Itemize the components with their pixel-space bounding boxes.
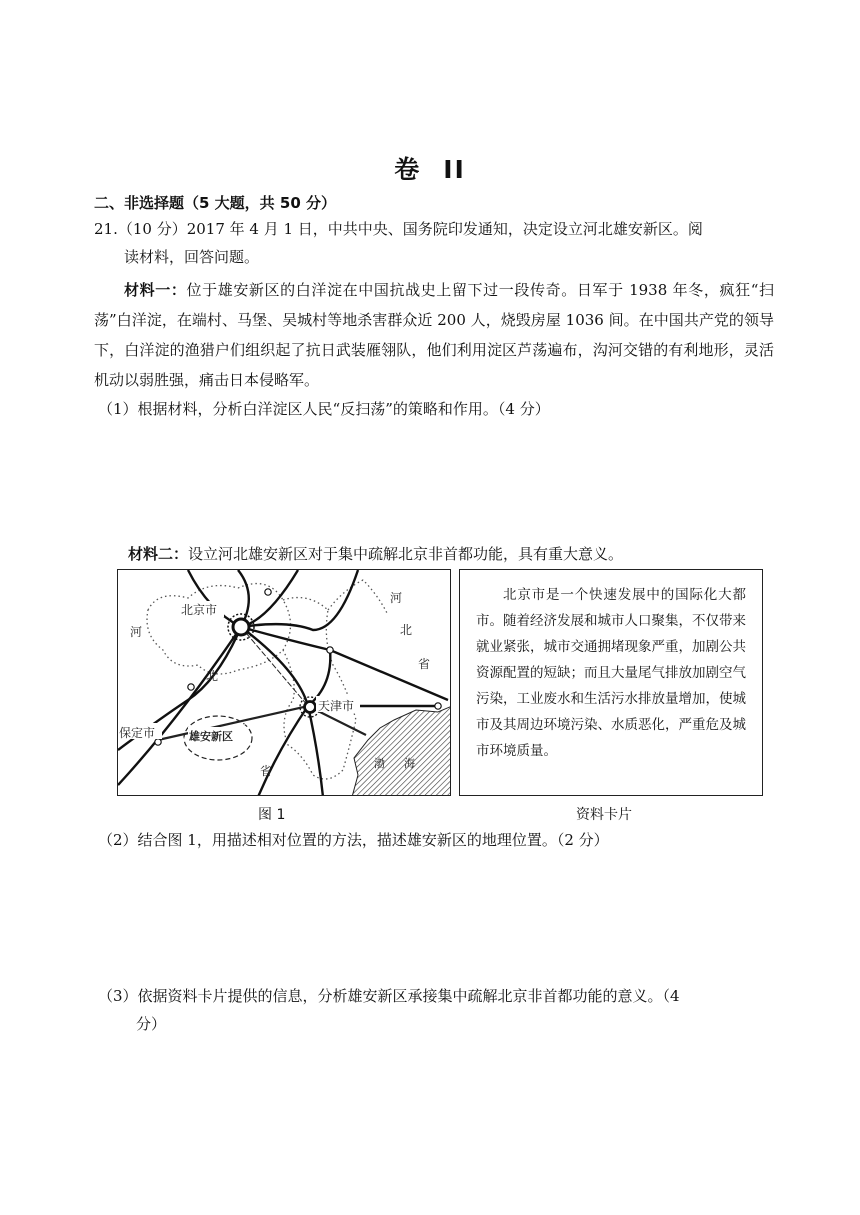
label-xiongan: 雄安新区 (189, 730, 233, 743)
hebei-right-boundary (328, 580, 388, 615)
label-beijing: 北京市 (181, 603, 218, 617)
figure-1-map (117, 569, 451, 796)
label-he-left: 河 (130, 625, 143, 639)
small-city-1 (265, 589, 271, 595)
bohai-sea (352, 706, 451, 796)
label-he-right: 河 (390, 591, 403, 605)
page-title (0, 150, 860, 186)
road-2 (241, 627, 448, 700)
beijing-marker (233, 619, 249, 635)
small-city-3 (188, 684, 194, 690)
label-bohai-2: 海 (404, 757, 415, 770)
road-5 (308, 706, 323, 796)
question-21-intro-line2: 读材料，回答问题。 (124, 248, 260, 266)
label-tianjin: 天津市 (318, 699, 355, 713)
sub-question-3-line2: 分） (136, 1015, 167, 1033)
card-caption: 资料卡片 (576, 807, 632, 823)
label-bei-right: 北 (400, 623, 413, 637)
material-1-text: 位于雄安新区的白洋淀在中国抗战史上留下过一段传奇。日军于 1938 年冬，疯狂“扫荡”白洋淀，在端村、马堡、吴城村等地杀害群众近 200 人，烧毁房屋 1036 间。在中国共产党的领导下，白洋淀的渔猎户们组织起了抗日武装雁翎队，他们利用淀区芦荡遍布，沟河交错的有利地形，灵活机动以弱胜强，痛击日本侵略军。 (94, 281, 774, 389)
label-sheng-right: 省 (418, 657, 431, 671)
question-21-intro-line1: 21.（10 分）2017 年 4 月 1 日，中共中央、国务院印发通知，决定设立河北雄安新区。阅 (94, 220, 703, 238)
sub-question-2: （2）结合图 1，用描述相对位置的方法，描述雄安新区的地理位置。（2 分） (98, 831, 609, 849)
baoding-marker (155, 739, 161, 745)
small-city-2 (327, 647, 333, 653)
figure-1-caption: 图 1 (258, 807, 286, 823)
label-sheng-left: 省 (260, 764, 273, 778)
sub-question-3-line1: （3）依据资料卡片提供的信息，分析雄安新区承接集中疏解北京非首都功能的意义。（4 (98, 987, 680, 1005)
sub-question-1: （1）根据材料，分析白洋淀区人民“反扫荡”的策略和作用。（4 分） (98, 400, 550, 418)
material-1 (94, 275, 774, 395)
road-6 (188, 570, 241, 627)
title-part2: II (443, 155, 466, 184)
section-heading: 二、非选择题（5 大题，共 50 分） (94, 194, 336, 212)
title-part1: 卷 (394, 155, 422, 184)
map-svg (118, 570, 451, 796)
label-bei-left: 北 (206, 669, 219, 683)
material-2 (128, 540, 623, 568)
small-city-4 (435, 703, 441, 709)
material-1-label: 材料一： (124, 281, 187, 299)
info-card (459, 569, 763, 796)
road-4 (241, 627, 308, 796)
material-2-text: 设立河北雄安新区对于集中疏解北京非首都功能，具有重大意义。 (188, 545, 624, 563)
info-card-text: 北京市是一个快速发展中的国际化大都市。随着经济发展和城市人口聚集，不仅带来就业紧张，城市交通拥堵现象严重，加剧公共资源配置的短缺；而且大量尾气排放加剧空气污染，工业废水和生活污水排放量增加，使城市及其周边环境污染、水质恶化，严重危及城市环境质量。 (476, 587, 746, 759)
tianjin-marker (305, 702, 316, 713)
material-2-label: 材料二： (128, 545, 189, 563)
label-bohai-1: 渤 (374, 757, 385, 770)
road-9 (241, 570, 358, 630)
label-baoding: 保定市 (119, 726, 156, 740)
